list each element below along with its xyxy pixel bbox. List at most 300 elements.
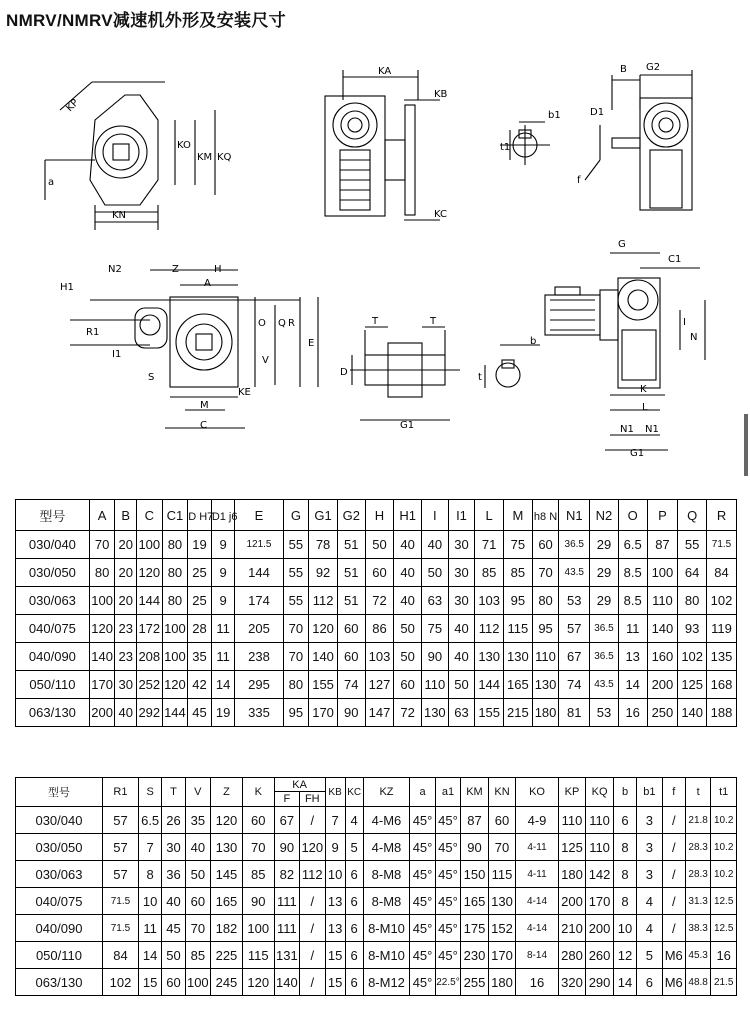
- table-cell: 55: [283, 587, 309, 615]
- dimension-label: E: [308, 338, 315, 349]
- table-cell: 25: [188, 587, 212, 615]
- table-cell: 125: [558, 834, 586, 861]
- table-cell: 5: [637, 942, 662, 969]
- table-cell: 8-M8: [363, 861, 410, 888]
- table-cell: 102: [102, 969, 138, 996]
- table-cell: 140: [647, 615, 678, 643]
- table-cell: 8.5: [618, 587, 647, 615]
- table-cell: /: [300, 807, 325, 834]
- table-cell: 8.5: [618, 559, 647, 587]
- table-cell: 11: [618, 615, 647, 643]
- table-row: [16, 888, 737, 915]
- table-cell: 60: [532, 531, 559, 559]
- dimension-label: D: [340, 367, 348, 378]
- table-cell: 57: [102, 834, 138, 861]
- table-cell: 51: [337, 559, 365, 587]
- table-cell: 60: [394, 671, 422, 699]
- table-cell: 80: [678, 587, 707, 615]
- table-cell: 20: [115, 587, 137, 615]
- table-cell: 130: [475, 643, 504, 671]
- table-cell: 120: [242, 969, 274, 996]
- table-cell: 147: [365, 699, 394, 727]
- dimension-label: KC: [434, 209, 447, 220]
- table-cell: 225: [211, 942, 243, 969]
- dimension-label: N: [690, 332, 698, 343]
- table-cell: 80: [162, 531, 188, 559]
- dimension-label: G2: [646, 62, 661, 73]
- dimension-label: H: [214, 264, 222, 275]
- table-cell: 70: [532, 559, 559, 587]
- table-cell: 29: [590, 587, 619, 615]
- table-cell: 45°: [435, 834, 460, 861]
- model-cell: 030/050: [16, 559, 90, 587]
- table-cell: 85: [185, 942, 210, 969]
- table-cell: 170: [586, 888, 614, 915]
- table-cell: 60: [162, 969, 185, 996]
- table-cell: 9: [211, 559, 235, 587]
- table-cell: 80: [162, 587, 188, 615]
- table-cell: 50: [422, 559, 449, 587]
- table-cell: 13: [618, 643, 647, 671]
- table-cell: 140: [274, 969, 299, 996]
- table-cell: 53: [590, 699, 619, 727]
- table-cell: 180: [532, 699, 559, 727]
- table-cell: 230: [461, 942, 489, 969]
- table-cell: 23: [115, 643, 137, 671]
- table-cell: 250: [647, 699, 678, 727]
- dimension-label: R1: [86, 327, 100, 338]
- table-cell: 130: [422, 699, 449, 727]
- table-cell: 182: [211, 915, 243, 942]
- dimension-label: D1: [590, 107, 605, 118]
- table-cell: 11: [211, 643, 235, 671]
- table-cell: 20: [115, 559, 137, 587]
- table-cell: 84: [707, 559, 737, 587]
- header-model: 型号: [16, 500, 90, 531]
- table-cell: 119: [707, 615, 737, 643]
- table-cell: 70: [185, 915, 210, 942]
- table-cell: 8: [613, 888, 636, 915]
- table-cell: 295: [235, 671, 283, 699]
- table-cell: 4-9: [516, 807, 558, 834]
- table-cell: 320: [558, 969, 586, 996]
- table-cell: 70: [89, 531, 115, 559]
- table-cell: 6: [345, 969, 363, 996]
- table-cell: 120: [89, 615, 115, 643]
- table-cell: 3: [637, 861, 662, 888]
- model-cell: 030/063: [16, 861, 103, 888]
- table-cell: 16: [711, 942, 737, 969]
- table-cell: 28: [188, 615, 212, 643]
- table-cell: /: [300, 942, 325, 969]
- model-cell: 063/130: [16, 699, 90, 727]
- table-cell: 172: [136, 615, 162, 643]
- table-cell: 144: [162, 699, 188, 727]
- table-cell: 36.5: [559, 531, 590, 559]
- table-cell: 260: [586, 942, 614, 969]
- table-cell: 64: [678, 559, 707, 587]
- table-cell: 63: [448, 699, 475, 727]
- table-cell: 45°: [410, 969, 435, 996]
- table-cell: 9: [325, 834, 345, 861]
- table-cell: 8-M8: [363, 888, 410, 915]
- table-cell: 144: [235, 559, 283, 587]
- table-cell: 95: [532, 615, 559, 643]
- table-cell: 112: [475, 615, 504, 643]
- dimension-label: KE: [238, 387, 251, 398]
- table-cell: 155: [309, 671, 338, 699]
- table-row: [16, 615, 737, 643]
- table-cell: 4-11: [516, 861, 558, 888]
- table-cell: 152: [488, 915, 516, 942]
- dimension-label: I: [683, 317, 686, 328]
- table-cell: 40: [185, 834, 210, 861]
- table-cell: 10: [613, 915, 636, 942]
- model-cell: 050/110: [16, 671, 90, 699]
- table-cell: 8: [138, 861, 161, 888]
- table-cell: 75: [422, 615, 449, 643]
- table-cell: 238: [235, 643, 283, 671]
- model-cell: 040/075: [16, 888, 103, 915]
- hollow-shaft-drawing: [350, 327, 460, 420]
- table-cell: 71.5: [707, 531, 737, 559]
- side-view-drawing: [585, 70, 692, 210]
- model-cell: 040/090: [16, 643, 90, 671]
- table-cell: 125: [678, 671, 707, 699]
- table-cell: 67: [274, 807, 299, 834]
- table-cell: 19: [188, 531, 212, 559]
- table-cell: 92: [309, 559, 338, 587]
- table-cell: 292: [136, 699, 162, 727]
- table-cell: 110: [558, 807, 586, 834]
- table-cell: 80: [162, 559, 188, 587]
- table-cell: 8: [613, 861, 636, 888]
- table-cell: 110: [586, 834, 614, 861]
- table-row: [16, 942, 737, 969]
- table-cell: 19: [211, 699, 235, 727]
- table-row: [16, 643, 737, 671]
- table-cell: 245: [211, 969, 243, 996]
- table-cell: 30: [162, 834, 185, 861]
- table-cell: 188: [707, 699, 737, 727]
- table-cell: 57: [102, 807, 138, 834]
- table-cell: 28.3: [685, 834, 710, 861]
- table-cell: /: [662, 834, 685, 861]
- table-cell: 42: [188, 671, 212, 699]
- table-row: [16, 559, 737, 587]
- table-row: [16, 861, 737, 888]
- table-cell: 120: [309, 615, 338, 643]
- table-cell: 180: [488, 969, 516, 996]
- table-cell: 110: [647, 587, 678, 615]
- table-cell: 40: [394, 587, 422, 615]
- table-cell: 55: [283, 531, 309, 559]
- table-cell: 121.5: [235, 531, 283, 559]
- table-cell: 110: [532, 643, 559, 671]
- dimension-label: G1: [630, 448, 645, 459]
- table-cell: 127: [365, 671, 394, 699]
- table-1-body: [16, 531, 737, 727]
- table-cell: 16: [516, 969, 558, 996]
- table-cell: 130: [504, 643, 533, 671]
- dimension-label: N1: [620, 424, 634, 435]
- table-cell: 90: [242, 888, 274, 915]
- table-cell: 11: [211, 615, 235, 643]
- table-cell: 71.5: [102, 915, 138, 942]
- table-cell: 255: [461, 969, 489, 996]
- table-cell: 10: [138, 888, 161, 915]
- table-cell: 10.2: [711, 834, 737, 861]
- table-cell: 50: [185, 861, 210, 888]
- table-cell: /: [662, 861, 685, 888]
- table-cell: 8-M12: [363, 969, 410, 996]
- table-cell: 142: [586, 861, 614, 888]
- table-cell: 111: [274, 888, 299, 915]
- table-cell: 200: [558, 888, 586, 915]
- table-cell: 120: [162, 671, 188, 699]
- table-cell: 50: [394, 615, 422, 643]
- table-cell: 165: [461, 888, 489, 915]
- table-cell: 70: [242, 834, 274, 861]
- table-cell: 45°: [410, 915, 435, 942]
- table-cell: 90: [337, 699, 365, 727]
- table-cell: 21.8: [685, 807, 710, 834]
- table-cell: 95: [283, 699, 309, 727]
- table-cell: 60: [337, 643, 365, 671]
- dimension-label: C1: [668, 254, 682, 265]
- table-cell: 45°: [435, 888, 460, 915]
- table-cell: 38.3: [685, 915, 710, 942]
- table-cell: 90: [461, 834, 489, 861]
- table-cell: 87: [461, 807, 489, 834]
- dimension-label: R: [288, 318, 295, 329]
- dimension-label: b: [530, 336, 537, 347]
- table-cell: 3: [637, 834, 662, 861]
- table-cell: 4-M6: [363, 807, 410, 834]
- table-cell: 78: [309, 531, 338, 559]
- table-cell: 168: [707, 671, 737, 699]
- table-cell: 74: [337, 671, 365, 699]
- table-cell: 5: [345, 834, 363, 861]
- table-cell: /: [300, 915, 325, 942]
- table-cell: 45°: [435, 942, 460, 969]
- table-cell: 4: [345, 807, 363, 834]
- table-cell: 45°: [410, 834, 435, 861]
- dimension-label: G1: [400, 420, 415, 431]
- table-cell: 11: [138, 915, 161, 942]
- table-cell: 80: [283, 671, 309, 699]
- table-cell: 170: [309, 699, 338, 727]
- table-cell: 111: [274, 915, 299, 942]
- table-cell: 70: [283, 615, 309, 643]
- table-cell: 16: [618, 699, 647, 727]
- table-cell: 29: [590, 531, 619, 559]
- table-cell: 12.5: [711, 888, 737, 915]
- table-cell: 93: [678, 615, 707, 643]
- table-cell: 14: [618, 671, 647, 699]
- table-cell: 71: [475, 531, 504, 559]
- table-cell: 45°: [435, 807, 460, 834]
- dimension-label: t1: [500, 142, 511, 153]
- table-cell: 170: [89, 671, 115, 699]
- table-cell: 45°: [435, 915, 460, 942]
- table-cell: 8-M10: [363, 915, 410, 942]
- table-cell: 31.3: [685, 888, 710, 915]
- dimension-label: KB: [434, 89, 448, 100]
- table-cell: 3: [637, 807, 662, 834]
- table-cell: 71.5: [102, 888, 138, 915]
- model-cell: 030/040: [16, 807, 103, 834]
- dimension-label: M: [200, 400, 209, 411]
- table-cell: 60: [242, 807, 274, 834]
- table-cell: 100: [89, 587, 115, 615]
- table-cell: 210: [558, 915, 586, 942]
- table-cell: 85: [475, 559, 504, 587]
- table-cell: 45°: [410, 861, 435, 888]
- table-cell: 72: [365, 587, 394, 615]
- reducer-front-drawing: [325, 70, 440, 220]
- table-cell: 15: [138, 969, 161, 996]
- table-cell: 100: [136, 531, 162, 559]
- table-cell: 100: [185, 969, 210, 996]
- table-cell: 252: [136, 671, 162, 699]
- table-cell: 45: [162, 915, 185, 942]
- dimension-label: N1: [645, 424, 659, 435]
- table-cell: 30: [448, 559, 475, 587]
- dimension-label: K: [640, 384, 647, 395]
- dimension-label: KA: [378, 66, 392, 77]
- dimension-drawings: [0, 36, 750, 470]
- table-cell: 85: [242, 861, 274, 888]
- table-cell: 20: [115, 531, 137, 559]
- dimensions-table-1: 型号 A B C C1 D H7 D1 j6 E G G1 G2 H H1 I I1 L M h8 N N1 N2 O P Q R 030/040 70 20 100 80 19 9 121.5 55 78 51 50 40 40 30 71 75 60 36.5 29 6.5 87 55 71.5 030/050 80 20 120 80 25 9 144 55 92 51 60 40 50 30 85 85 70 43.5 29 8.5 100 64 84 030/063 100 20 144 80 25 9 174 55 112 51 72 40 63 30 103 95 80 53 29 8.5 110 80 102 040/075 120 23 172 100 28 11 205 70 120 60 86 50 75 40 112 115 95 57 36.5 11 140 93 119 040/090 140 23 208 100 35 11 238 70 140 60 103 50 90 40 130 130 110 67 36.5 13 160 102 135 050/110 170 30 252 120 42 14 295 80 155 74 127 60 110 50 144 165 130 74 43.5 14 200 125 168 063/130 200 40 292 144 45 19 335 95 170 90 147 72 130 63 155 215 180 81 53 16 250 140 188: [15, 499, 737, 727]
- table-cell: 12: [613, 942, 636, 969]
- table-cell: 45°: [410, 807, 435, 834]
- table-cell: 14: [613, 969, 636, 996]
- table-cell: 13: [325, 915, 345, 942]
- table-cell: 26: [162, 807, 185, 834]
- table-cell: /: [662, 888, 685, 915]
- table-cell: 50: [394, 643, 422, 671]
- table-cell: 200: [586, 915, 614, 942]
- table-cell: 160: [647, 643, 678, 671]
- table-cell: 10.2: [711, 807, 737, 834]
- table-cell: 9: [211, 587, 235, 615]
- table-cell: 35: [185, 807, 210, 834]
- table-cell: 130: [211, 834, 243, 861]
- table-cell: 57: [559, 615, 590, 643]
- table-cell: 100: [647, 559, 678, 587]
- table-cell: 36.5: [590, 643, 619, 671]
- model-cell: 030/050: [16, 834, 103, 861]
- table-cell: 8-14: [516, 942, 558, 969]
- table-cell: 112: [309, 587, 338, 615]
- table-cell: 7: [138, 834, 161, 861]
- table-cell: 174: [235, 587, 283, 615]
- dimension-label: t: [478, 372, 482, 383]
- table-cell: 8-M10: [363, 942, 410, 969]
- table-cell: 140: [309, 643, 338, 671]
- table-cell: 205: [235, 615, 283, 643]
- table-cell: 55: [283, 559, 309, 587]
- table-cell: 115: [488, 861, 516, 888]
- model-cell: 040/075: [16, 615, 90, 643]
- table-cell: 6: [345, 915, 363, 942]
- table-cell: 25: [188, 559, 212, 587]
- page-title: NMRV/NMRV减速机外形及安装尺寸: [6, 11, 286, 30]
- table-row: [16, 531, 737, 559]
- table-cell: 165: [504, 671, 533, 699]
- table-cell: 10: [325, 861, 345, 888]
- table-cell: 4-14: [516, 888, 558, 915]
- table-cell: 29: [590, 559, 619, 587]
- table-cell: M6: [662, 969, 685, 996]
- table-cell: 120: [300, 834, 325, 861]
- table-cell: 50: [448, 671, 475, 699]
- table-cell: 95: [504, 587, 533, 615]
- table-cell: 100: [162, 643, 188, 671]
- table-cell: 60: [337, 615, 365, 643]
- dimension-label: B: [620, 64, 627, 75]
- table-cell: 115: [504, 615, 533, 643]
- table-cell: 22.5°: [435, 969, 460, 996]
- table-cell: 4: [637, 915, 662, 942]
- table-cell: 90: [274, 834, 299, 861]
- table-cell: 70: [488, 834, 516, 861]
- dimension-label: V: [262, 355, 269, 366]
- table-cell: /: [662, 807, 685, 834]
- table-cell: 60: [365, 559, 394, 587]
- table-cell: 6.5: [618, 531, 647, 559]
- table-cell: 80: [532, 587, 559, 615]
- reducer-mount-drawing: [70, 270, 318, 428]
- table-cell: 87: [647, 531, 678, 559]
- table-cell: 170: [488, 942, 516, 969]
- dimension-label: C: [200, 420, 207, 431]
- table-cell: 13: [325, 888, 345, 915]
- table-cell: 60: [185, 888, 210, 915]
- table-cell: 40: [448, 615, 475, 643]
- table-cell: 40: [422, 531, 449, 559]
- table-cell: 6: [345, 942, 363, 969]
- table-cell: 8: [613, 834, 636, 861]
- table-cell: 81: [559, 699, 590, 727]
- table-cell: 55: [678, 531, 707, 559]
- table-cell: 200: [647, 671, 678, 699]
- table-cell: 130: [488, 888, 516, 915]
- table-cell: 48.8: [685, 969, 710, 996]
- table-cell: 21.5: [711, 969, 737, 996]
- dimension-label: S: [148, 372, 155, 383]
- dimension-label: T: [430, 316, 437, 327]
- table-cell: 43.5: [590, 671, 619, 699]
- model-cell: 063/130: [16, 969, 103, 996]
- table-cell: 74: [559, 671, 590, 699]
- table-cell: 30: [115, 671, 137, 699]
- dimension-label: I1: [112, 349, 122, 360]
- table-cell: 15: [325, 942, 345, 969]
- table-cell: 120: [136, 559, 162, 587]
- table-cell: 6.5: [138, 807, 161, 834]
- dimension-label: L: [642, 402, 648, 413]
- table-cell: 9: [211, 531, 235, 559]
- table-cell: 4-14: [516, 915, 558, 942]
- table-cell: /: [300, 969, 325, 996]
- table-cell: 43.5: [559, 559, 590, 587]
- table-cell: 100: [162, 615, 188, 643]
- edge-marker: [744, 414, 748, 476]
- table-cell: 51: [337, 587, 365, 615]
